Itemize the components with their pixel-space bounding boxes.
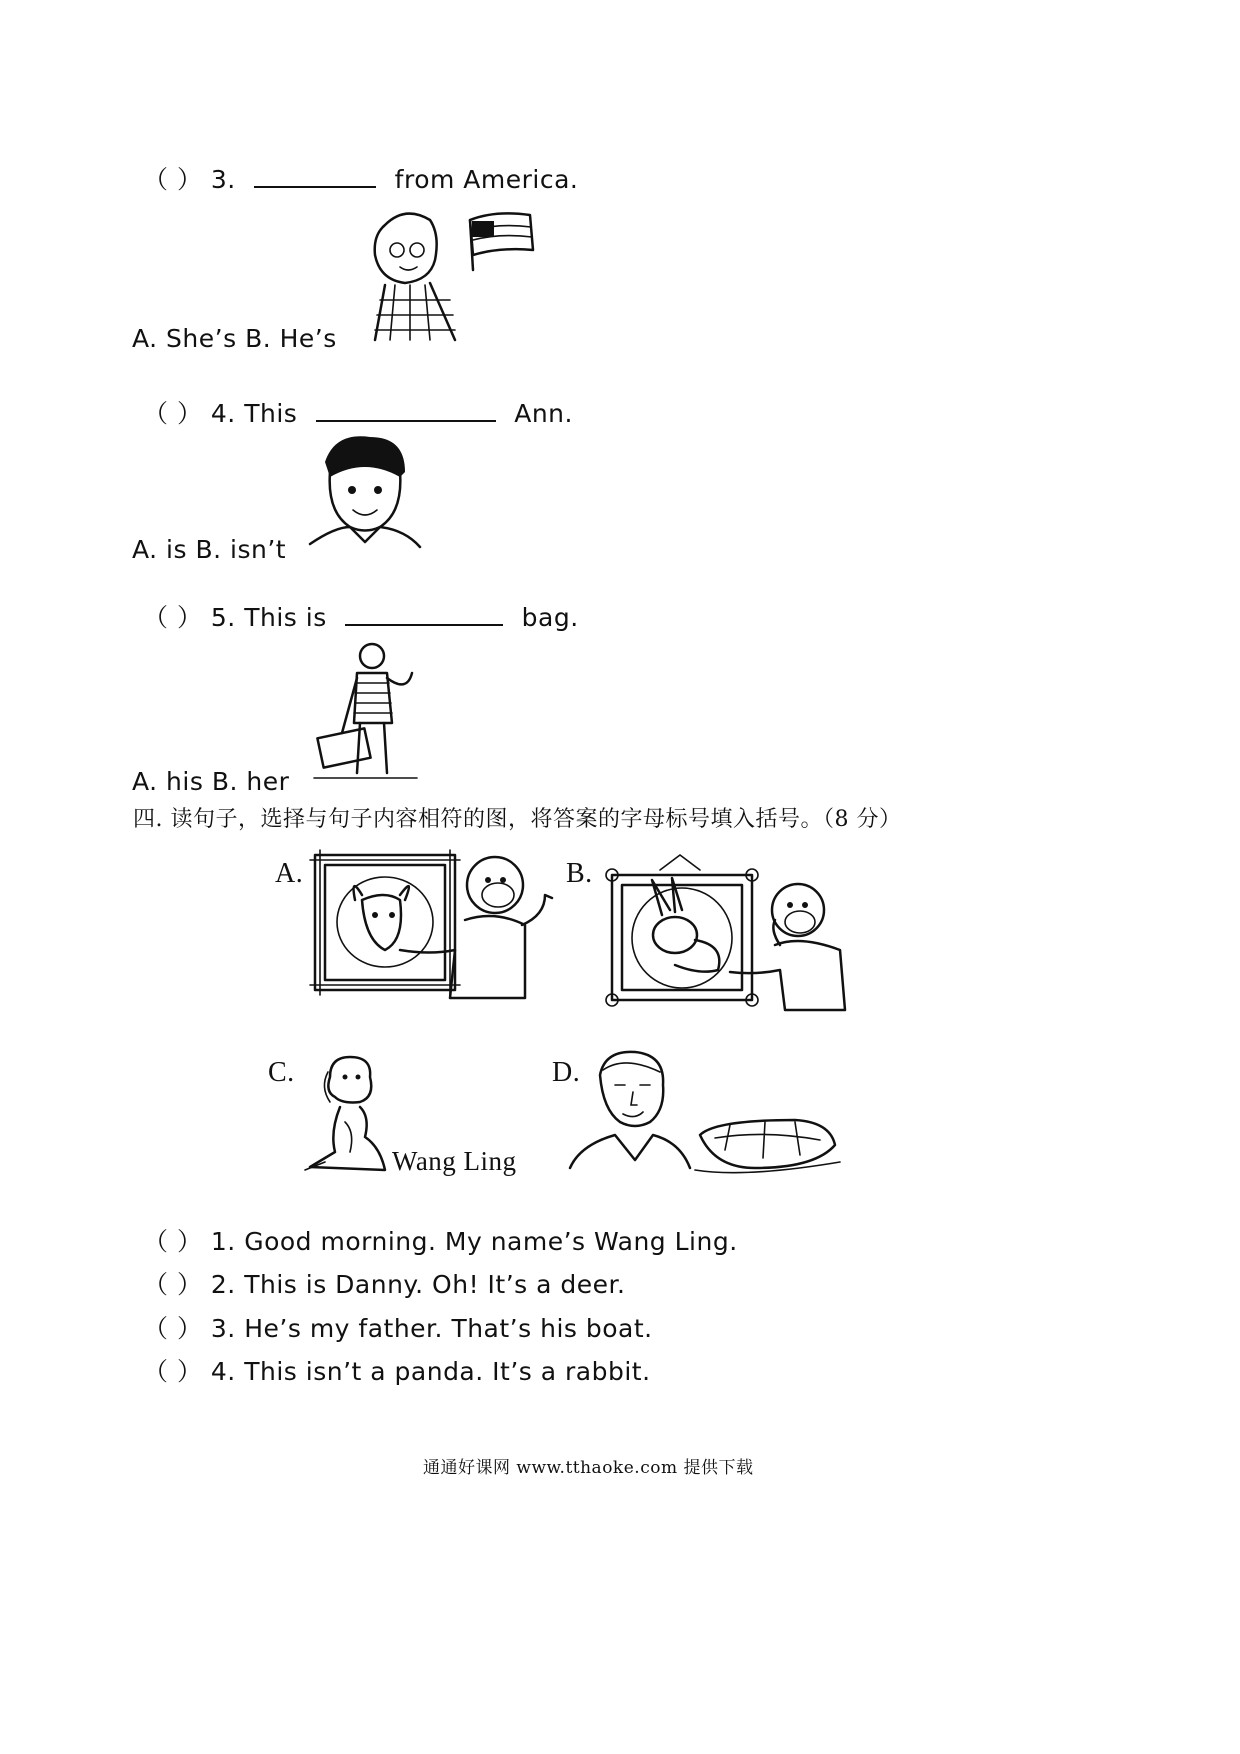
picture-label-b: B. — [566, 858, 593, 889]
boy-with-bag-illustration — [312, 638, 422, 783]
item-number: 3. — [210, 1314, 236, 1343]
answer-paren[interactable]: （ ） — [143, 165, 203, 194]
boy-portrait-illustration — [305, 432, 425, 557]
item-text: Good morning. My name’s Wang Ling. — [244, 1227, 738, 1256]
item-text: He’s my father. That’s his boat. — [244, 1314, 653, 1343]
picture-c-caption: Wang Ling — [392, 1146, 517, 1176]
answer-blank[interactable] — [316, 398, 496, 422]
answer-paren[interactable]: （ ） — [143, 1270, 203, 1299]
answer-paren[interactable]: （ ） — [143, 1227, 203, 1256]
list-item — [143, 1265, 625, 1301]
picture-label-a: A. — [275, 858, 304, 889]
question-3 — [143, 160, 578, 196]
picture-label-d: D. — [552, 1057, 581, 1088]
father-with-boat-illustration — [565, 1050, 845, 1180]
girl-sitting-illustration — [300, 1052, 390, 1177]
section-heading: 四. 读句子，选择与句子内容相符的图，将答案的字母标号填入括号。（8 分） — [133, 807, 902, 832]
item-text: This is Danny. Oh! It’s a deer. — [244, 1270, 626, 1299]
answer-blank[interactable] — [345, 602, 503, 626]
question-4 — [143, 394, 573, 430]
boy-with-flag-illustration — [345, 205, 545, 345]
monkey-with-rabbit-picture-illustration — [600, 850, 855, 1020]
item-text: This isn’t a panda. It’s a rabbit. — [244, 1357, 651, 1386]
list-item — [143, 1352, 651, 1388]
list-item — [143, 1222, 738, 1258]
question-text: Ann. — [514, 399, 573, 428]
question-5 — [143, 598, 579, 634]
question-text-before: This — [244, 399, 298, 428]
question-number: 3. — [210, 165, 236, 194]
answer-paren[interactable]: （ ） — [143, 1357, 203, 1386]
answer-paren[interactable]: （ ） — [143, 399, 203, 428]
question-4-options: A. is B. isn’t — [132, 535, 287, 564]
question-text: from America. — [394, 165, 579, 194]
picture-label-c: C. — [268, 1057, 295, 1088]
item-number: 1. — [210, 1227, 236, 1256]
question-number: 4. — [210, 399, 236, 428]
item-number: 2. — [210, 1270, 236, 1299]
question-text-before: This is — [244, 603, 327, 632]
question-5-options: A. his B. her — [132, 767, 290, 796]
question-3-options: A. She’s B. He’s — [132, 324, 337, 353]
question-text: bag. — [521, 603, 579, 632]
item-number: 4. — [210, 1357, 236, 1386]
page-footer: 通通好课网 www.tthaoke.com 提供下载 — [423, 1458, 754, 1478]
question-number: 5. — [210, 603, 236, 632]
list-item — [143, 1309, 653, 1345]
answer-paren[interactable]: （ ） — [143, 1314, 203, 1343]
answer-paren[interactable]: （ ） — [143, 603, 203, 632]
answer-blank[interactable] — [254, 164, 376, 188]
monkey-with-deer-picture-illustration — [300, 840, 560, 1000]
